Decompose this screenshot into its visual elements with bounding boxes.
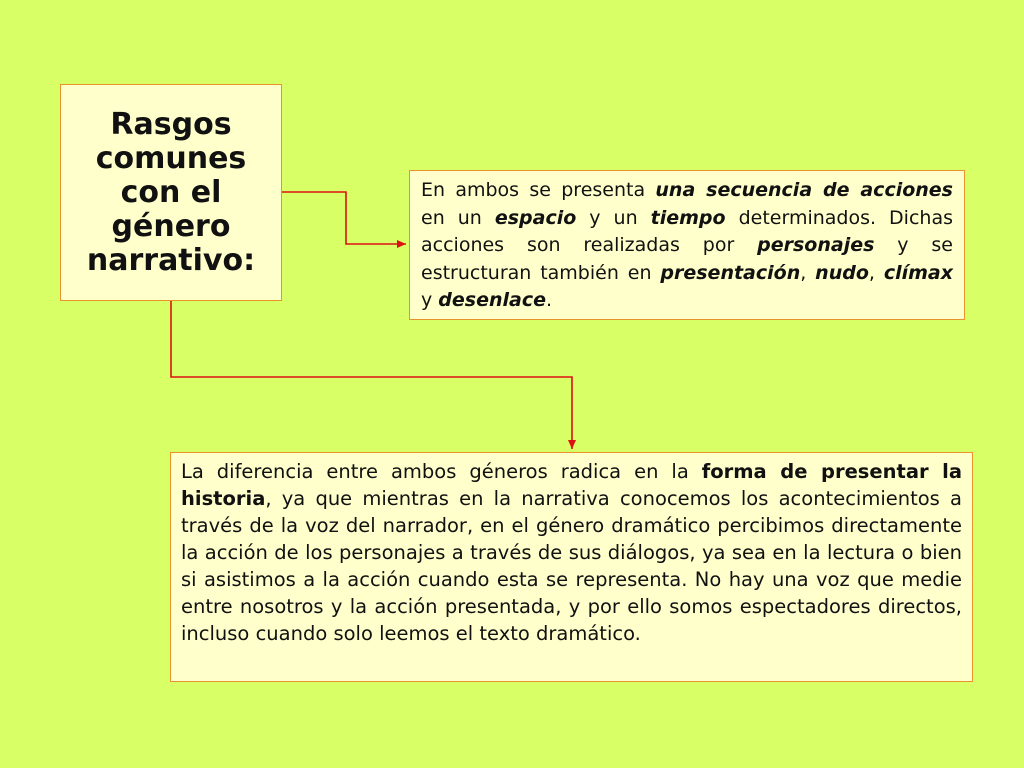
text-run: forma de presentar la historia xyxy=(181,460,962,510)
text-run: determinados. Dichas acciones son realizadas por xyxy=(421,206,953,256)
title-line: comunes xyxy=(95,140,247,176)
text-run: , xyxy=(800,261,816,284)
difference-box xyxy=(170,452,973,682)
text-run: una secuencia de acciones xyxy=(655,179,953,201)
connector-to-bottom-box xyxy=(171,301,572,449)
text-run: clímax xyxy=(883,261,953,284)
title-line: Rasgos xyxy=(110,106,232,142)
text-run: . xyxy=(546,289,553,311)
text-run: y se estructuran también en xyxy=(421,234,954,284)
text-run: nudo xyxy=(815,261,869,284)
similarities-box xyxy=(409,170,965,320)
text-run: La diferencia entre ambos géneros radica en la xyxy=(181,460,702,483)
text-run: personajes xyxy=(757,234,875,256)
difference-text xyxy=(181,458,962,647)
title-line: narrativo: xyxy=(86,242,256,278)
text-run: espacio xyxy=(494,206,577,229)
text-run: y un xyxy=(576,206,651,229)
text-run: y xyxy=(421,289,439,311)
text-run: en un xyxy=(421,206,495,229)
text-run: , xyxy=(868,261,884,284)
title-box xyxy=(60,84,282,301)
connector-to-right-box xyxy=(282,192,406,244)
text-run: tiempo xyxy=(650,206,726,229)
title-text xyxy=(81,108,261,278)
text-run: , ya que mientras en la narrativa conocemos los acontecimientos a través de la voz del narrador, en el género dramático percibimos directamente la acción de los personajes a través de sus diálogos, ya sea en la lectura o bien si asistimos a la acción cuando esta se representa. No hay una voz que medie entre nosotros y la acción presentada, y por ello somos espectadores directos, incluso cuando solo leemos el texto dramático. xyxy=(181,487,962,645)
text-run: presentación xyxy=(660,261,801,284)
text-run: En ambos se presenta xyxy=(421,179,656,201)
title-line: género xyxy=(111,208,231,244)
title-line: con el xyxy=(120,174,222,210)
similarities-text xyxy=(421,177,953,315)
text-run: desenlace xyxy=(438,289,546,311)
